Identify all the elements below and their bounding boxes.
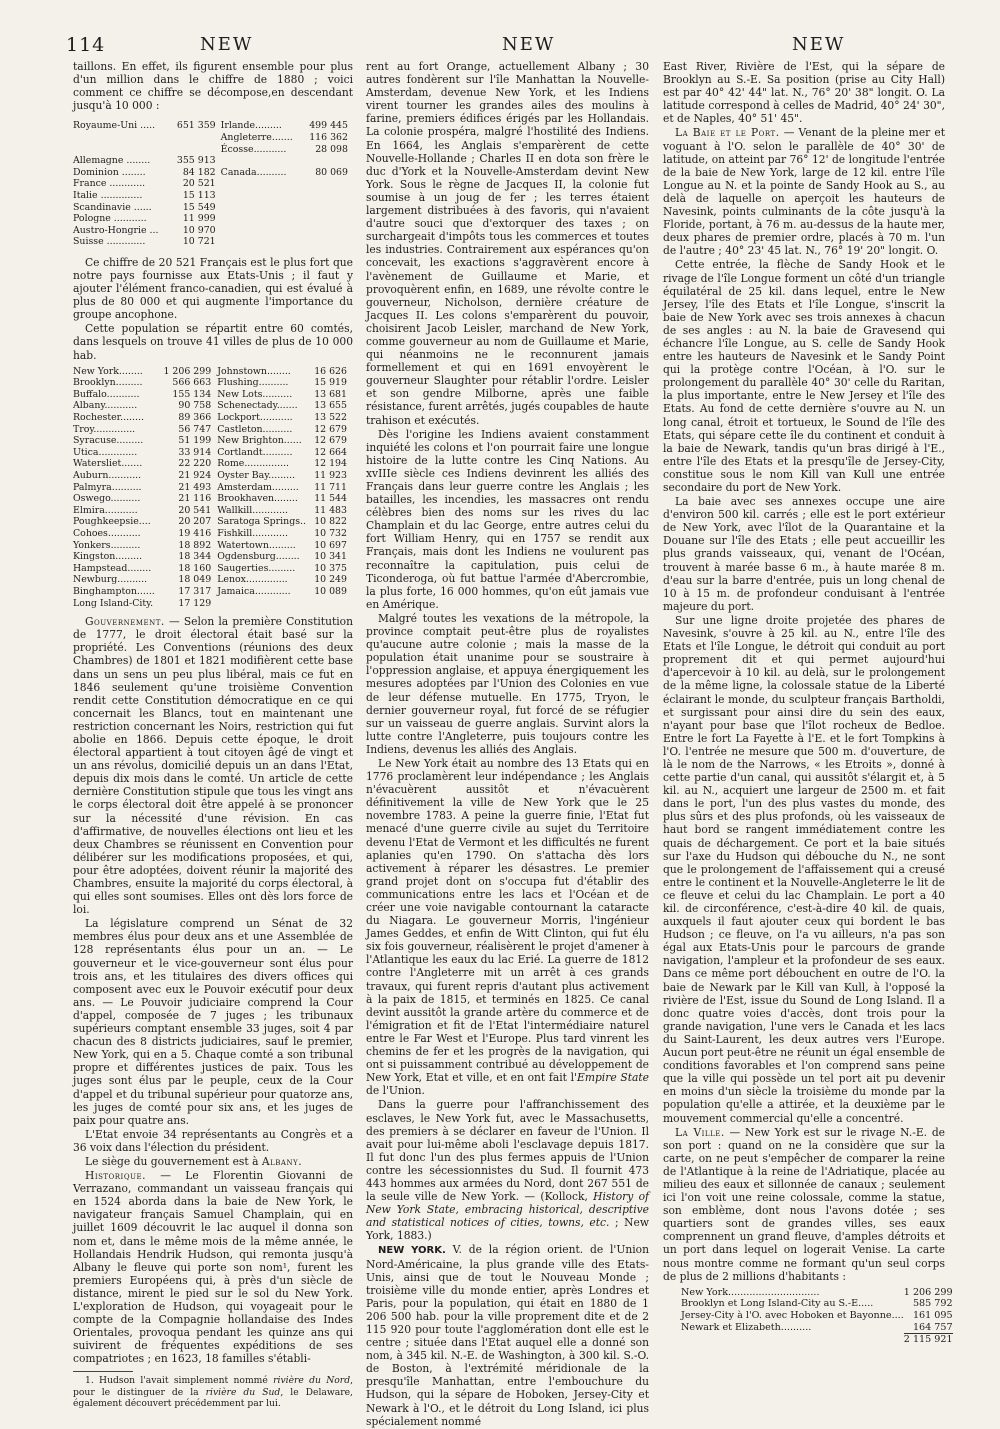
row-value: 10 732 xyxy=(314,527,347,539)
origin-row xyxy=(73,167,353,179)
row-value: 84 182 xyxy=(182,166,216,178)
row-value: 116 362 xyxy=(309,131,348,143)
row-value: 10 249 xyxy=(314,574,347,586)
row-label: Kingston......... xyxy=(73,551,143,563)
section-label-ville: La Ville. xyxy=(675,1125,725,1139)
city-row xyxy=(73,389,353,401)
city-row xyxy=(73,540,353,552)
row-value: 10 721 xyxy=(182,236,216,248)
row-label: Dominion ........ xyxy=(73,166,146,178)
paragraph-ville xyxy=(663,1126,945,1283)
section-label-historique: Historique. xyxy=(85,1169,146,1183)
row-value: 16 626 xyxy=(314,365,347,377)
row-label: Troy.............. xyxy=(73,423,136,435)
row-value: 18 049 xyxy=(178,574,212,586)
footnote-italic: rivière du Nord xyxy=(273,1375,351,1387)
siege-text: Le siège du gouvernement est à xyxy=(85,1154,262,1168)
row-label: Auburn........... xyxy=(73,470,142,481)
row-value: 20 207 xyxy=(178,516,212,528)
row-value: 15 549 xyxy=(182,201,216,213)
population-label: New York.............................. xyxy=(681,1286,820,1298)
paragraph-francais: Ce chiffre de 20 521 Français est le plus fort que notre pays fournisse aux Etats-Unis ; il faut y ajouter l'élément franco-canadien, qui est évalué à plus de 80 000 et qui augmente l'importance du groupe ancophone. xyxy=(73,255,353,322)
row-label: Cortlandt.......... xyxy=(217,446,293,458)
paragraph-indiens: Dès l'origine les Indiens avaient constamment inquiété les colons et l'on pourrait faire une longue histoire de la lutte contre les Cinq Nations. Au xvIIIe siècle ces Indiens devinrent les alliés des Français dans leur guerre contre les Anglais ; les batailles, les incendies, les massacres ont rendu célèbres bien des noms sur les rives du lac Champlain et du lac George, entre autres celui du fort William Henry, qui en 1757 se rendit aux Français, mais dont les Indiens ne voulurent pas reconnaître la capitulation, puis celui de Ticonderoga, où fut battue l'armée d'Abercrombie, la plus forte, 16 000 hommes, qu'on eût jamais vue en Amérique. xyxy=(366,427,649,611)
row-value: 17 317 xyxy=(178,585,212,597)
running-head-center: NEW xyxy=(502,34,556,55)
row-value: 10 375 xyxy=(314,562,347,574)
paragraph-siege xyxy=(73,1155,353,1168)
row-label: Rochester........ xyxy=(73,412,144,424)
row-label: Johnstown........ xyxy=(217,365,291,377)
row-value xyxy=(312,598,353,610)
row-label: Italie .............. xyxy=(73,189,143,201)
origin-row xyxy=(73,178,353,190)
paragraph-comtes: Cette population se répartit entre 60 comtés, dans lesquels on trouve 41 villes de plus de 10 000 hab. xyxy=(73,322,353,362)
population-row xyxy=(681,1298,953,1310)
row-label: Irlande......... xyxy=(220,120,282,132)
etats-text-end: de l'Union. xyxy=(366,1084,425,1098)
row-label: France ............ xyxy=(73,178,146,190)
row-label: Newburg.......... xyxy=(73,574,148,586)
row-value: 13 522 xyxy=(314,412,347,424)
row-value: 1 206 299 xyxy=(163,365,212,377)
paragraph-port: Sur une ligne droite projetée des phares de Navesink, s'ouvre à 25 kil. au N., entre l'île des Etats et l'île Longue, le détroit qui conduit au port proprement dit et qui permet aujourd'hui d'apercevoir à 10 kil. au delà, sur le prolongement de la même ligne, la colossale statue de la Liberté éclairant le monde, du sculpteur français Bartholdi, et surgissant pour ainsi dire du sein des eaux, n'ayant pour base que l'îlot rocheux de Bedloe. Entre le fort La Fayette à l'E. et le fort Tompkins à l'O. l'entrée ne mesure que 500 m. d'ouverture, de là le nom de the Narrows, « les Etroits », donné à cette partie d'un canal, qui aussitôt s'élargit et, à 5 kil. au N., acquiert une largeur de 2500 m. et fait dans le port, l'un des plus vastes du monde, des plus sûrs et des plus profonds, où les vaisseaux de haut bord se rangent immédiatement contre les quais de déchargement. Ce port et la baie situés sur l'axe du Hudson qui débouche du N., ne sont que le prolongement de l'affaissement qui a creusé entre le continent et la Nouvelle-Angleterre le lit de ce fleuve et celui du lac Champlain. Le port a 40 kil. de circonférence, c'est-à-dire 40 kil. de quais, auxquels il faut ajouter ceux qui bordent le bas Hudson ; ce fleuve, on l'a vu ailleurs, n'a pas son égal aux Etats-Unis pour le parcours de grande navigation, l'ampleur et la profondeur de ses eaux. Dans ce même port débouchent en outre de l'O. la baie de Newark par le Kill van Kull, à l'opposé la rivière de l'Est, issue du Sound de Long Island. Il a donc quatre voies d'accès, dont trois pour la grande navigation, l'une vers le Canada et les lacs du Saint-Laurent, les deux autres vers l'Europe. Aucun port peut-être ne réunit un égal ensemble de conditions favorables et l'on comprend sans peine que la ville qui possède un tel port ait pu devenir en moins d'un siècle la troisième du monde par la population qu'elle a attirée, et la deuxième par le mouvement commercial qu'elle a concentré. xyxy=(663,613,945,1125)
row-label: Brookhaven........ xyxy=(217,493,298,505)
section-label-gouvernement: Gouvernement. xyxy=(85,615,165,629)
row-value: 11 711 xyxy=(314,481,347,493)
row-label: Syracuse......... xyxy=(73,435,144,447)
row-value: 12 679 xyxy=(314,423,347,435)
row-label: Poughkeepsie.... xyxy=(73,516,151,528)
paragraph-entree: Cette entrée, la flèche de Sandy Hook et le rivage de l'île Longue forment un côté d'un triangle équilatéral de 25 kil. dans lequel, entre le New Jersey, l'île des Etats et l'île Longue, s'inscrit la baie de New York avec ses trois annexes à chacun de ses angles : au N. la baie de Gravesend qui échancre l'île Longue, au S. celle de Sandy Hook entre les hauteurs de Navesink et le Sandy Point qui la protège contre l'Océan, à l'O. sur le prolongement du parallèle 40° 30' celle du Raritan, la plus importante, entre le New Jersey et l'île des Etats. Au fond de cette dernière s'ouvre au N. un long canal, étroit et tortueux, le Sound de l'île des Etats, qui sépare cette île du continent et conduit à la baie de Newark, tandis qu'un bras dirigé à l'E., entre l'île des Etats et la presqu'île de Jersey-City, constitue sous le nom Kill van Kull une entrée secondaire du port de New York. xyxy=(663,258,945,494)
city-row xyxy=(73,598,353,610)
row-label: Écosse........... xyxy=(220,143,287,155)
row-label: New York........ xyxy=(73,365,143,377)
page-number: 114 xyxy=(66,34,106,56)
origin-row xyxy=(73,202,353,214)
row-label: Royaume-Uni ..... xyxy=(73,120,156,132)
row-value: 10 341 xyxy=(314,551,347,563)
city-row xyxy=(73,470,353,482)
row-label: Flushing.......... xyxy=(217,377,289,389)
row-label: Castleton.......... xyxy=(217,423,293,435)
population-value: 1 206 299 xyxy=(903,1286,953,1298)
row-label xyxy=(221,178,303,190)
row-value: 13 655 xyxy=(314,400,347,412)
row-value: 155 134 xyxy=(172,388,212,400)
row-value xyxy=(303,155,353,167)
row-label xyxy=(221,225,303,237)
origin-row xyxy=(73,120,353,132)
row-label: Lenox.............. xyxy=(217,574,288,586)
paragraph-annexes: La baie avec ses annexes occupe une aire d'environ 500 kil. carrés ; elle est le port extérieur de New York, avec l'îlot de la Quarantaine et la Douane sur l'île des Etats ; elle peut accueillir les plus grands vaisseaux, qui, venant de l'Océan, trouvent à marée basse 6 m., à haute marée 8 m. d'eau sur la barre d'entrée, puis un long chenal de 10 à 15 m. de profondeur conduisant à l'entrée majeure du port. xyxy=(663,495,945,613)
etats-text: Le New York était au nombre des 13 Etats qui en 1776 proclamèrent leur indépendance ; les Anglais n'évacuèrent aussitôt et n'évacuèrent définitivement la ville de New York que le 25 novembre 1783. A peine la guerre finie, l'Etat fut menacé d'une guerre civile au sujet du Territoire devenu l'Etat de Vermont et les difficultés ne furent aplanies qu'en 1790. On s'attacha dès lors activement à réparer les désastres. Le premier grand projet dont on s'occupa fut d'établir des communications entre les lacs et l'Océan et de créer une voie navigable contournant la cataracte du Niagara. Le gouverneur Morris, l'ingénieur James Geddes, et enfin de Witt Clinton, qui fut élu six fois gouverneur, réalisèrent le projet d'amener à l'Atlantique les eaux du lac Erié. La guerre de 1812 contre l'Angleterre mit un arrêt à ces grands travaux, qui furent repris d'autant plus activement à la paix de 1815, et terminés en 1825. Ce canal devint aussitôt la grande artère du commerce et de l'émigration et fit de l'Etat l'intermédiaire naturel entre le Far West et l'Europe. Plus tard vinrent les chemins de fer et les progrès de la navigation, qui ont si puissamment contribué au développement de New York, Etat et ville, et en ont fait l' xyxy=(366,756,649,1085)
city-row xyxy=(73,574,353,586)
city-row xyxy=(73,458,353,470)
footnote-rule xyxy=(73,1371,133,1372)
row-label xyxy=(221,236,303,248)
row-label: Lockport........... xyxy=(217,412,293,424)
row-value xyxy=(303,236,353,248)
row-value: 56 747 xyxy=(178,423,212,435)
paragraph-historique xyxy=(73,1169,353,1365)
column-center xyxy=(366,60,649,1429)
column-right xyxy=(663,60,953,1346)
row-label: Wallkill............ xyxy=(217,504,289,516)
row-label: Angleterre....... xyxy=(220,131,293,143)
row-label: Brooklyn......... xyxy=(73,377,143,389)
historique-text: — Le Florentin Giovanni de Verrazano, commandant un vaisseau français qui en 1524 aborda dans la baie de New York, le navigateur français Samuel Champlain, qui en juillet 1609 découvrit le lac auquel il donna son nom et, dans le même mois de la même année, le Hollandais Hendrik Hudson, qui remonta jusqu'à Albany le fleuve qui porte son nom¹, furent les premiers Européens qui, à près d'un siècle de distance, mirent le pied sur le sol du New York. L'exploration de Hudson, qui voyageait pour le compte de la Compagnie hollandaise des Indes Orientales, provoqua pendant les quinze ans qui suivirent de fréquentes expéditions de ses compatriotes ; en 1623, 18 familles s'établi- xyxy=(73,1169,353,1366)
population-label: Newark et Elizabeth.......... xyxy=(681,1321,812,1333)
origin-row xyxy=(73,190,353,202)
row-label: Rome............... xyxy=(217,458,290,470)
paragraph-gouvernement xyxy=(73,615,353,916)
row-label: Pologne ........... xyxy=(73,213,147,225)
row-value: 18 160 xyxy=(178,562,212,574)
row-value: 17 129 xyxy=(178,597,212,609)
row-value: 28 098 xyxy=(315,143,348,155)
row-value: 15 919 xyxy=(314,377,347,389)
row-value: 10 970 xyxy=(182,224,216,236)
gouvernement-text: — Selon la première Constitution de 1777, le droit électoral était basé sur la propriété. Les Conventions (réunions des deux Chambres) de 1801 et 1821 modifièrent cette base dans un sens un peu plus libéral, mais ce fut en 1846 seulement qu'une troisième Convention rendit cette Constitution démocratique en ce qui concernait les Blancs, tout en maintenant une restriction concernant les Noirs, restriction qui fut abolie en 1866. Depuis cette époque, le droit électoral appartient à tout citoyen âgé de vingt et un ans révolus, domicilié depuis un an dans l'Etat, depuis dix mois dans le comté. Un article de cette dernière Constitution stipule que tous les vingt ans le corps électoral doit être appelé à se prononcer sur la nécessité d'une révision. En cas d'affirmative, de nouvelles élections ont lieu et les deux Chambres se réunissent en Convention pour délibérer sur les modifications proposées, et qui, pour être adoptées, doivent réunir la majorité des Chambres, ensuite la majorité du corps électoral, à qui elles sont soumises. Elles ont dès lors force de loi. xyxy=(73,615,353,917)
row-label: Amsterdam......... xyxy=(217,481,299,493)
row-label: Schenectady....... xyxy=(217,400,298,412)
row-value: 20 521 xyxy=(182,178,216,190)
row-value: 11 483 xyxy=(314,504,347,516)
row-value xyxy=(303,190,353,202)
population-label: Brooklyn et Long Island-City au S.-E..... xyxy=(681,1298,874,1310)
row-label: Saratoga Springs.. xyxy=(217,516,306,528)
row-value: 18 892 xyxy=(178,539,212,551)
city-row xyxy=(73,412,353,424)
row-label: Suisse ............. xyxy=(73,236,146,248)
paragraph-colonisation: rent au fort Orange, actuellement Albany ; 30 autres fondèrent sur l'île Manhattan la Nouvelle-Amsterdam, devenue New York, et les Indiens virent tourner les grandes ailes des moulins à farine, premiers édifices érigés par les Hollandais. La colonie prospéra, malgré l'hostilité des Indiens. En 1664, les Anglais s'emparèrent de cette Nouvelle-Hollande ; Charles II en dota son frère le duc d'York et la Nouvelle-Amsterdam devint New York. Sous le règne de Jacques II, la colonie fut soumise à un joug de fer ; les terres étaient largement distribuées à des favoris, qui n'avaient d'autre souci que d'extorquer des taxes ; on surchargeait d'impôts tous les commerces et toutes les industries. Contrairement aux espérances qu'on concevait, les exactions s'aggravèrent encore à l'avènement de Guillaume et Marie, et provoquèrent enfin, en 1689, une révolte contre le gouverneur, Nicholson, dernière créature de Jacques II. Les colons s'emparèrent du pouvoir, choisirent Jacob Leisler, marchand de New York, comme gouverneur au nom de Guillaume et Marie, qui néanmoins ne le reconnurent jamais formellement et qui en 1691 envoyèrent le gouverneur Slaughter pour rétablir l'ordre. Leisler et son gendre Milborne, après une faible résistance, furent arrêtés, jugés coupables de haute trahison et exécutés. xyxy=(366,60,649,427)
row-label: Oyster Bay......... xyxy=(217,470,296,481)
row-value: 10 822 xyxy=(314,516,347,528)
row-value: 12 679 xyxy=(314,435,347,447)
row-value: 15 113 xyxy=(182,189,216,201)
population-value: 161 095 xyxy=(912,1309,953,1321)
city-row xyxy=(73,505,353,517)
footnote-part: 1. Hudson l'avait simplement nommé xyxy=(85,1375,274,1387)
city-row xyxy=(73,447,353,459)
paragraph-esclaves xyxy=(366,1098,649,1242)
row-value: 22 220 xyxy=(178,458,212,470)
origin-row xyxy=(73,213,353,225)
running-head-left: NEW xyxy=(200,34,254,55)
row-value: 89 366 xyxy=(178,412,212,424)
origin-row xyxy=(73,144,353,156)
row-value: 499 445 xyxy=(309,120,348,132)
row-label: Watertown......... xyxy=(217,539,296,551)
row-label: Oswego.......... xyxy=(73,493,141,505)
row-label: New Lots.......... xyxy=(217,388,293,400)
city-row xyxy=(73,366,353,378)
row-label: Jamaica............ xyxy=(217,585,291,597)
footnote xyxy=(73,1375,353,1409)
row-value: 11 923 xyxy=(314,470,347,481)
row-value: 20 541 xyxy=(178,504,212,516)
entry-headword: NEW YORK. xyxy=(378,1245,446,1257)
population-row xyxy=(681,1322,953,1334)
row-label: Watersliet....... xyxy=(73,458,143,470)
row-label xyxy=(221,155,303,167)
row-label: Palmyra.......... xyxy=(73,481,142,493)
entry-text: V. de la région orient. de l'Union Nord-Américaine, la plus grande ville des Etats-Unis, ainsi que de tout le Nouveau Monde ; troisième ville du monde entier, après Londres et Paris, pour la population, qui était en 1880 de 1 206 500 hab. pour la ville proprement dite et de 2 115 920 pour toute l'agglomération dont elle est le centre ; située dans l'Etat auquel elle a donné son nom, à 345 kil. N.-E. de Washington, à 300 kil. S.-O. de Boston, à l'extrémité méridionale de la presqu'île Manhattan, entre l'embouchure du Hudson, qui la sépare de Hoboken, Jersey-City et Newark à l'O., et le détroit du Long Island, ici plus spécialement nommé xyxy=(366,1243,649,1428)
row-value: 355 913 xyxy=(176,155,216,167)
city-row xyxy=(73,516,353,528)
row-value: 80 069 xyxy=(315,166,348,178)
cities-table xyxy=(73,366,353,609)
row-value: 11 999 xyxy=(182,213,216,225)
page-header xyxy=(60,28,940,58)
siege-city: Albany. xyxy=(261,1154,303,1168)
row-label xyxy=(221,213,303,225)
row-label: Elmira........... xyxy=(73,504,138,516)
row-label: Scandinavie ...... xyxy=(73,201,152,213)
city-row xyxy=(73,400,353,412)
city-row xyxy=(73,563,353,575)
footnote-italic: rivière du Sud xyxy=(205,1386,281,1398)
city-row xyxy=(73,528,353,540)
footnote-part: , le Delaware, également découvert précédemment par lui. xyxy=(73,1386,353,1409)
origin-intro: taillons. En effet, ils figurent ensemble pour plus d'un million dans le chiffre de 1880 ; voici comment ce chiffre se décompose,en descendant jusqu'à 10 000 : xyxy=(73,60,353,113)
esclaves-text: Dans la guerre pour l'affranchissement des esclaves, le New York fut, avec le Massachusetts, des premiers à se déclarer en faveur de l'Union. Il avait pour lui-même aboli l'esclavage depuis 1817. Il fut donc l'un des plus fermes appuis de l'Union contre les sécessionnistes du Sud. Il fournit 473 443 hommes aux armées du Nord, dont 267 551 de la seule ville de New York. — (Kollock, xyxy=(366,1098,649,1204)
city-row xyxy=(73,424,353,436)
city-row xyxy=(73,493,353,505)
row-label: Albany........... xyxy=(73,400,138,412)
row-value: 33 914 xyxy=(178,446,212,458)
city-row xyxy=(73,551,353,563)
row-value xyxy=(303,225,353,237)
row-label: Buffalo........... xyxy=(73,388,140,400)
origin-row xyxy=(73,236,353,248)
row-label xyxy=(221,202,303,214)
row-value: 10 089 xyxy=(314,585,347,597)
row-value xyxy=(303,213,353,225)
city-row xyxy=(73,435,353,447)
row-value: 21 493 xyxy=(178,481,212,493)
row-value: 566 663 xyxy=(172,377,212,389)
row-label: Cohoes........... xyxy=(73,527,141,539)
row-value: 13 681 xyxy=(314,388,347,400)
baie-text: — Venant de la pleine mer et voguant à l'O. selon le parallèle de 40° 30' de latitude, on atteint par 76° 12' de longitude l'entrée de la baie de New York, large de 12 kil. entre l'île Longue au N. et la pointe de Sandy Hook au S., au delà de laquelle on aperçoit les hauteurs de Navesink, points culminants de la côte jusqu'à la Floride, portant, à 76 m. au-dessus de la haute mer, deux phares de premier ordre, placés à 70 m. l'un de l'autre ; 40° 23' 45 lat. N., 76° 19' 20" longit. O. xyxy=(663,126,945,258)
row-value: 90 758 xyxy=(178,400,212,412)
row-value: 18 344 xyxy=(178,551,212,563)
empire-state: Empire State xyxy=(577,1071,649,1085)
row-label: Hampstead........ xyxy=(73,562,152,574)
section-label-baie: La Baie et le Port. xyxy=(675,126,780,140)
row-value: 10 697 xyxy=(314,539,347,551)
row-label: Yonkers.......... xyxy=(73,539,141,551)
row-label: Utica............. xyxy=(73,446,138,458)
paragraph-representants: L'Etat envoie 34 représentants au Congrès et a 36 voix dans l'élection du président. xyxy=(73,1127,353,1154)
row-value: 11 544 xyxy=(314,493,347,505)
origin-table xyxy=(73,120,353,248)
entry-new-york-city xyxy=(366,1243,649,1427)
row-label: Allemagne ........ xyxy=(73,155,151,167)
population-value: 585 792 xyxy=(912,1298,953,1310)
row-label: Canada.......... xyxy=(220,166,287,178)
city-row xyxy=(73,586,353,598)
row-value xyxy=(303,202,353,214)
row-label: Saugerties......... xyxy=(217,562,296,574)
population-total: 2 115 921 xyxy=(903,1334,953,1346)
row-value: 12 664 xyxy=(314,446,347,458)
row-value: 19 416 xyxy=(178,527,212,539)
row-label xyxy=(73,132,171,144)
row-label: Ogdensburg........ xyxy=(217,551,300,563)
row-label: Long Island-City. xyxy=(73,597,154,609)
row-label: Austro-Hongrie ... xyxy=(73,224,159,236)
population-row xyxy=(681,1310,953,1322)
column-left xyxy=(73,60,353,1410)
city-row xyxy=(73,482,353,494)
origin-row xyxy=(73,132,353,144)
ville-text: — New York est sur le rivage N.-E. de son port : quand on ne la considère que sur la carte, on ne peut s'empêcher de comparer la reine de l'Atlantique à la reine de l'Adriatique, placée au milieu des eaux et sillonnée de canaux ; seulement ici l'on voit une reine colossale, comme la statue, son emblème, dont nous l'avons dotée ; ses quartiers sont de grandes villes, ses eaux comprennent un grand fleuve, d'amples détroits et un port dans lequel on logerait Venise. La carte nous montre comme ne formant qu'un seul corps de plus de 2 millions d'habitants : xyxy=(663,1125,945,1283)
population-row xyxy=(681,1287,953,1299)
row-label: Binghampton...... xyxy=(73,585,155,597)
row-value: 21 924 xyxy=(178,470,212,481)
paragraph-position: East River, Rivière de l'Est, qui la sépare de Brooklyn au S.-E. Sa position (prise au City Hall) est par 40° 42' 44" lat. N., 76° 20' 38" longit. O. La latitude correspond à celles de Madrid, 40° 24' 30", et de Naples, 40° 51' 45". xyxy=(663,60,945,126)
population-label: Jersey-City à l'O. avec Hoboken et Bayonne.... xyxy=(681,1309,904,1321)
population-value: 164 757 xyxy=(912,1321,953,1333)
population-total-row xyxy=(681,1334,953,1346)
book-title: History of New York State, embracing historical, descriptive and statistical notices of cities, towns, etc. xyxy=(366,1190,649,1230)
row-label xyxy=(221,190,303,202)
row-label xyxy=(73,144,171,156)
origin-row xyxy=(73,225,353,237)
row-value xyxy=(171,144,221,156)
paragraph-baie xyxy=(663,126,945,257)
row-label: Fishkill............ xyxy=(217,527,288,539)
running-head-right: NEW xyxy=(792,34,846,55)
row-label xyxy=(217,598,311,610)
paragraph-independance: Malgré toutes les vexations de la métropole, la province comptait peut-être plus de royalistes qu'aucune autre colonie ; mais la masse de la population était unanime pour se soustraire à l'oppression anglaise, et appuya énergiquement les mesures adoptées par l'Union des Colonies en vue de leur défense mutuelle. En 1775, Tryon, le dernier gouverneur royal, fut forcé de se réfugier sur un vaisseau de guerre anglais. Survint alors la lutte contre l'Angleterre, puis toujours contre les Indiens, devenus les alliés des Anglais. xyxy=(366,611,649,756)
city-row xyxy=(73,377,353,389)
row-label: New Brighton...... xyxy=(217,435,302,447)
footnote-part: , pour le distinguer de la xyxy=(73,1375,353,1398)
row-value: 12 194 xyxy=(314,458,347,470)
population-table xyxy=(681,1287,953,1346)
paragraph-legislature: La législature comprend un Sénat de 32 membres élus pour deux ans et une Assemblée de 128 représentants élus pour un an. — Le gouverneur et le vice-gouverneur sont élus pour trois ans, et les titulaires des divers offices qui composent avec eux le Pouvoir exécutif pour deux ans. — Le Pouvoir judiciaire comprend la Cour d'appel, composée de 7 juges ; les tribunaux supérieurs comptant ensemble 33 juges, soit 4 par chacun des 8 districts judiciaires, sauf le premier, New York, qui en a 5. Chaque comté a son tribunal propre et différentes justices de paix. Tous les juges sont élus par le peuple, ceux de la Cour d'appel et du tribunal supérieur pour quatorze ans, les juges de comté pour six ans, et les juges de paix pour quatre ans. xyxy=(73,917,353,1127)
row-value xyxy=(171,132,221,144)
esclaves-text-end: ; New York, 1883.) xyxy=(366,1216,649,1243)
row-value: 21 116 xyxy=(178,493,212,505)
origin-row xyxy=(73,155,353,167)
paragraph-etats xyxy=(366,757,649,1097)
row-value xyxy=(303,178,353,190)
row-value: 51 199 xyxy=(178,435,212,447)
row-value: 651 359 xyxy=(176,120,216,132)
